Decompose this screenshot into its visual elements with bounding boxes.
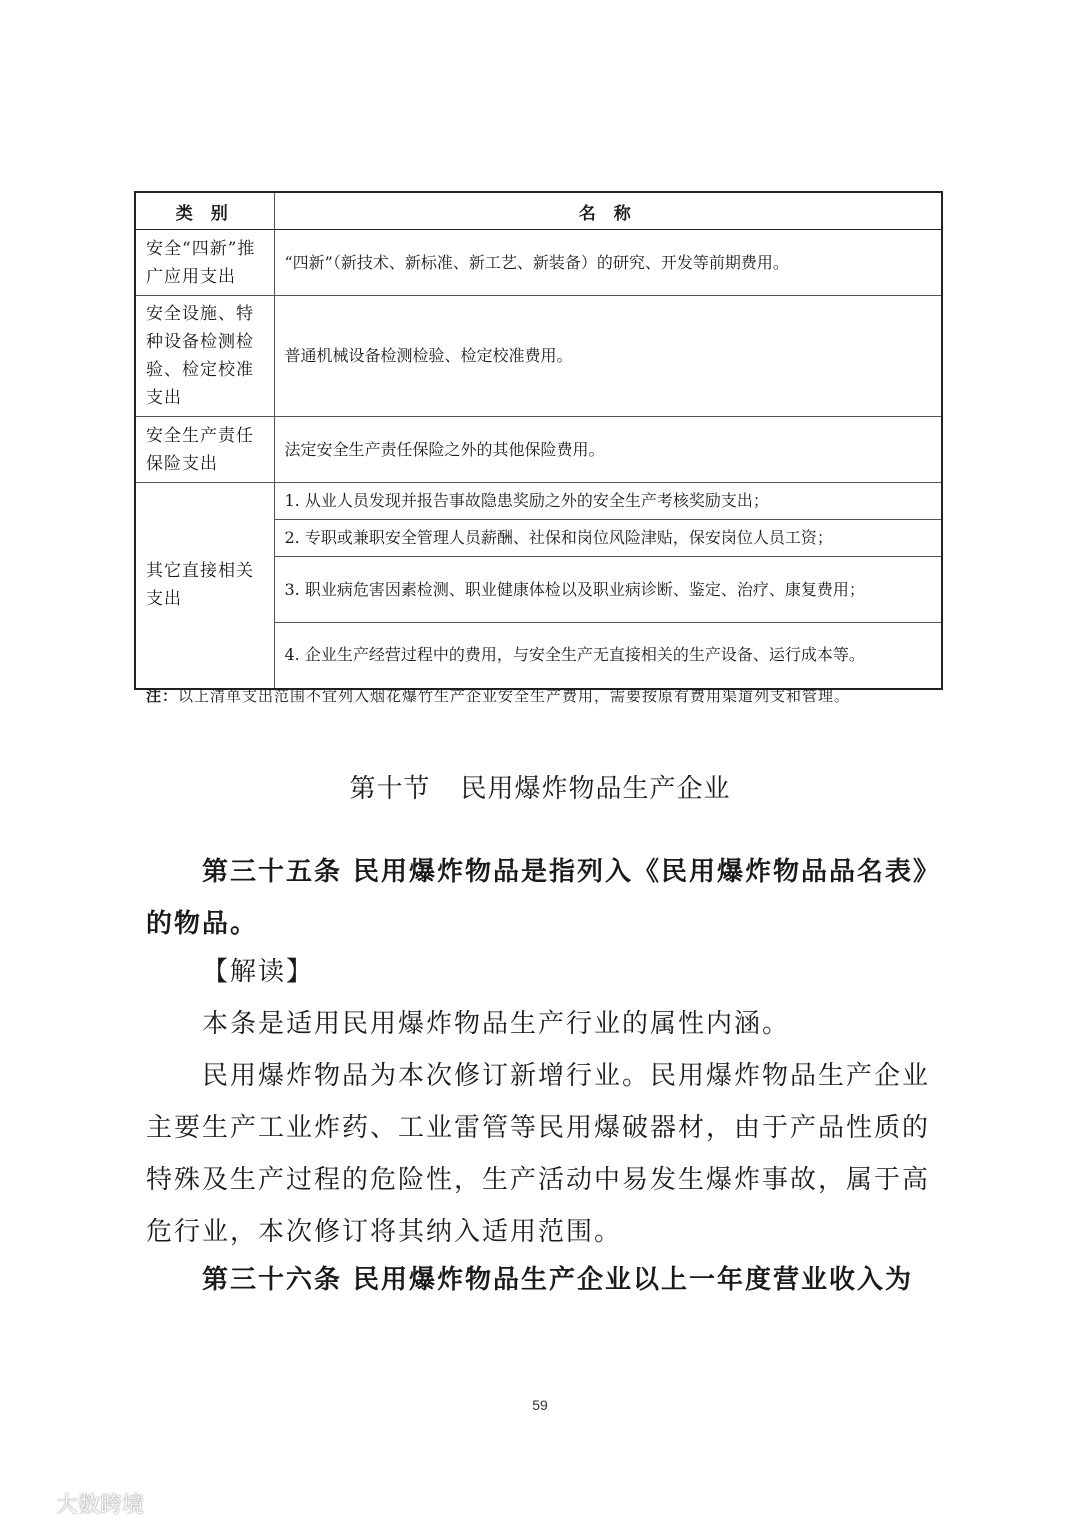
row-category: 其它直接相关支出	[135, 483, 274, 689]
expense-table	[134, 191, 943, 690]
paragraph-1: 本条是适用民用爆炸物品生产行业的属性内涵。	[202, 1009, 791, 1039]
note-label: 注：	[146, 687, 179, 705]
section-name: 民用爆炸物品生产企业	[460, 774, 731, 804]
interpretation-label: 【解读】	[202, 957, 315, 987]
row-item: 法定安全生产责任保险之外的其他保险费用。	[274, 417, 942, 483]
page-number: 59	[532, 1397, 548, 1413]
table-header-row	[135, 192, 942, 230]
row-item: 3. 职业病危害因素检测、职业健康体检以及职业病诊断、鉴定、治疗、康复费用；	[274, 557, 942, 623]
row-item: 4. 企业生产经营过程中的费用，与安全生产无直接相关的生产设备、运行成本等。	[274, 623, 942, 689]
row-item: 2. 专职或兼职安全管理人员薪酬、社保和岗位风险津贴，保安岗位人员工资；	[274, 520, 942, 557]
table-row	[135, 230, 942, 296]
table-row	[135, 296, 942, 417]
row-category: 安全“四新”推广应用支出	[135, 230, 274, 296]
row-category: 安全设施、特种设备检测检验、检定校准支出	[135, 296, 274, 417]
section-title	[0, 768, 1080, 805]
table-note	[146, 683, 946, 710]
table-row	[135, 417, 942, 483]
article-35: 第三十五条 民用爆炸物品是指列入《民用爆炸物品品名表》的物品。	[146, 857, 942, 939]
row-item: “四新”（新技术、新标准、新工艺、新装备）的研究、开发等前期费用。	[274, 230, 942, 296]
header-name: 名 称	[274, 192, 942, 230]
watermark-text: 大数跨境	[56, 1493, 145, 1518]
section-number: 第十节	[349, 774, 431, 804]
weibo-logo-icon	[6, 1492, 52, 1516]
row-item: 1. 从业人员发现并报告事故隐患奖励之外的安全生产考核奖励支出；	[274, 483, 942, 520]
watermark	[6, 1488, 144, 1519]
header-category: 类 别	[135, 192, 274, 230]
row-item: 普通机械设备检测检验、检定校准费用。	[274, 296, 942, 417]
note-text: 以上清单支出范围不宜列入烟花爆竹生产企业安全生产费用，需要按原有费用渠道列支和管理。	[178, 687, 851, 705]
paragraph-2: 民用爆炸物品为本次修订新增行业。民用爆炸物品生产企业主要生产工业炸药、工业雷管等民用爆破器材，由于产品性质的特殊及生产过程的危险性，生产活动中易发生爆炸事故，属于高危行业，本次修订将其纳入适用范围。	[146, 1061, 931, 1247]
table-row	[135, 483, 942, 520]
row-category: 安全生产责任保险支出	[135, 417, 274, 483]
article-36: 第三十六条 民用爆炸物品生产企业以上一年度营业收入为	[202, 1265, 914, 1295]
